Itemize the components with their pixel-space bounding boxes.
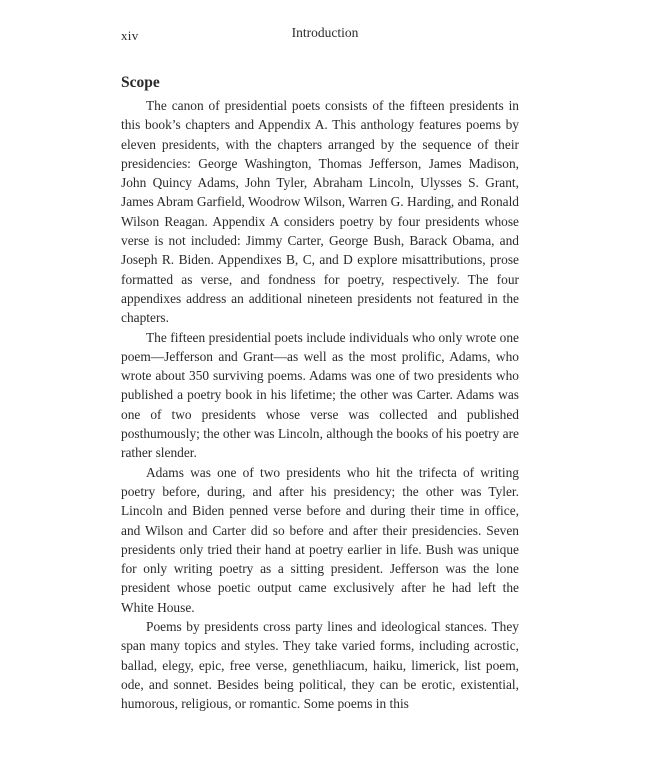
body-text: [121, 96, 519, 714]
paragraph: Poems by presidents cross party lines and ideological stances. They span many topics and styles. They take varied forms, including acrostic, ballad, elegy, epic, free verse, genethliacum, haiku, limerick, list poem, ode, and sonnet. Besides being political, they can be erotic, existential, humorous, religious, or romantic. Some poems in this: [121, 619, 519, 712]
paragraph: The fifteen presidential poets include individuals who only wrote one poem—Jefferson and Grant—as well as the most prolific, Adams, who wrote about 350 surviving poems. Adams was one of two presidents who published a poetry book in his lifetime; the other was Carter. Adams was one of two presidents whose verse was collected and published posthumously; the other was Lincoln, although the books of his poetry are rather slender.: [121, 329, 519, 461]
page-number: xiv: [121, 28, 139, 43]
paragraph: Adams was one of two presidents who hit the trifecta of writing poetry before, during, and after his presidency; the other was Tyler. Lincoln and Biden penned verse before and during their time in office, and Wilson and Carter did so before and after their presidencies. Seven presidents only tried their hand at poetry earlier in life. Bush was unique for only writing poetry as a sitting president. Jefferson was the lone president whose poetic output came exclusively after he had left the White House.: [121, 464, 519, 615]
paragraph: The canon of presidential poets consists of the fifteen presidents in this book’s chapters and Appendix A. This anthology features poems by eleven presidents, with the chapters arranged by the sequence of their presidencies: George Washington, Thomas Jefferson, James Madison, John Quincy Adams, John Tyler, Abraham Lincoln, Ulysses S. Grant, James Abram Garfield, Woodrow Wilson, Warren G. Harding, and Ronald Wilson Reagan. Appendix A considers poetry by four presidents whose verse is not included: Jimmy Carter, George Bush, Barack Obama, and Joseph R. Biden. Appendixes B, C, and D explore misattributions, prose formatted as verse, and fondness for poetry, respectively. The four appendixes address an additional nineteen presidents not featured in the chapters.: [121, 98, 519, 326]
running-head: Introduction: [291, 25, 359, 40]
section-heading: Scope: [121, 74, 160, 91]
